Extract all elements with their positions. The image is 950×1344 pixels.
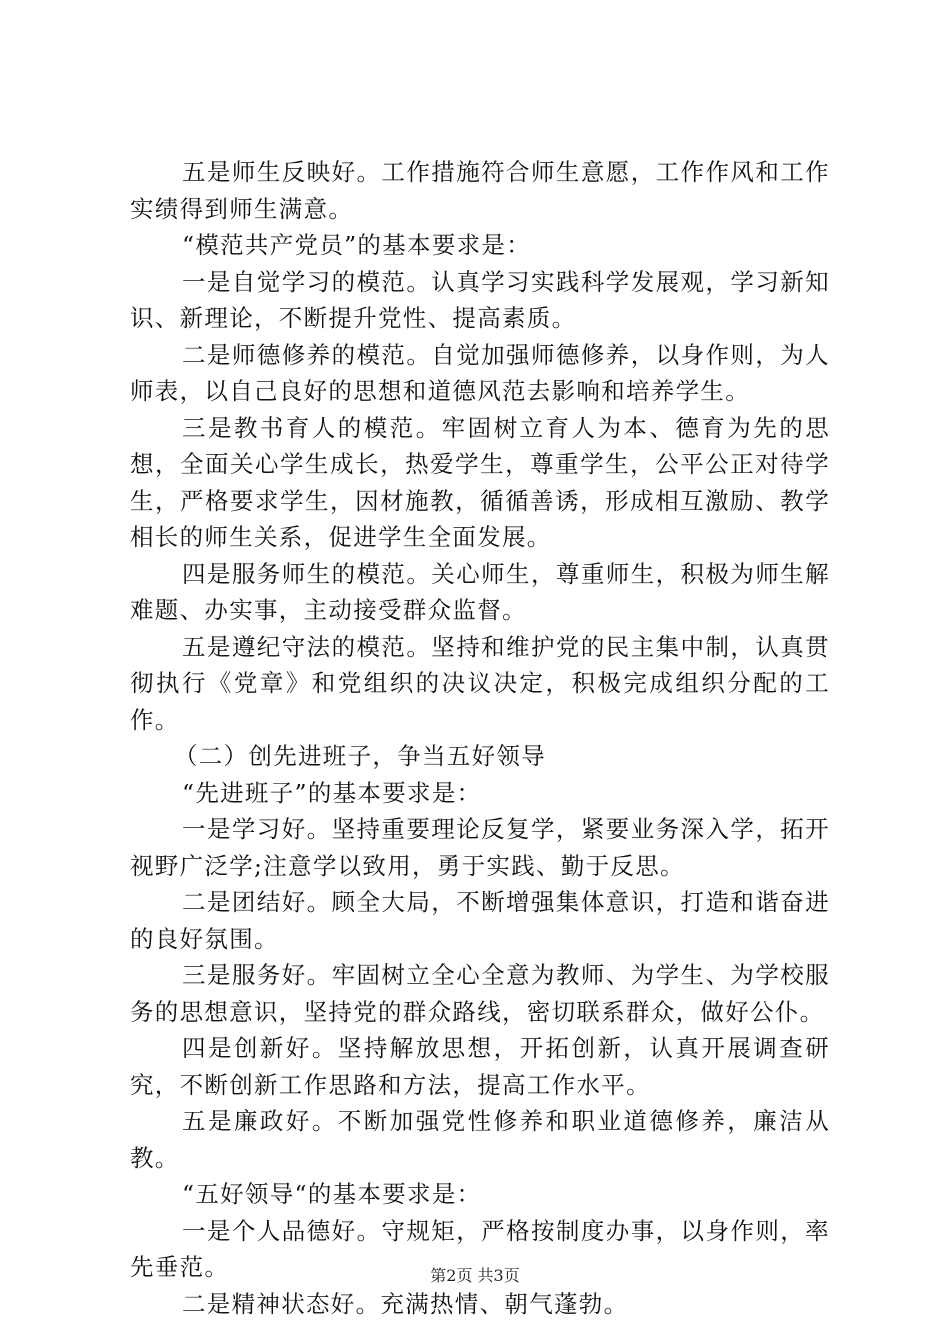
page-number-footer: 第2页 共3页 <box>430 1266 520 1285</box>
paragraph: 二是精神状态好。充满热情、朝气蓬勃。 <box>182 1289 629 1318</box>
paragraph: 一是自觉学习的模范。认真学习实践科学发展观，学习新知识、新理论，不断提升党性、提高素质。 <box>130 267 830 332</box>
document-body <box>130 154 830 1322</box>
paragraph: 五是师生反映好。工作措施符合师生意愿，工作作风和工作实绩得到师生满意。 <box>130 158 830 223</box>
paragraph: 一是个人品德好。守规矩，严格按制度办事，以身作则，率先垂范。 <box>130 1216 830 1281</box>
paragraph: 五是廉政好。不断加强党性修养和职业道德修养，廉洁从教。 <box>130 1107 830 1172</box>
paragraph: 二是团结好。顾全大局，不断增强集体意识，打造和谐奋进的良好氛围。 <box>130 888 830 953</box>
paragraph: 三是服务好。牢固树立全心全意为教师、为学生、为学校服务的思想意识，坚持党的群众路线，密切联系群众，做好公仆。 <box>130 961 830 1026</box>
paragraph: “五好领导“的基本要求是： <box>182 1180 482 1208</box>
paragraph: 三是教书育人的模范。牢固树立育人为本、德育为先的思想，全面关心学生成长，热爱学生，尊重学生，公平公正对待学生，严格要求学生，因材施教，循循善诱，形成相互激励、教学相长的师生关系，促进学生全面发展。 <box>130 413 830 551</box>
section-heading: （二）创先进班子，争当五好领导 <box>174 742 546 770</box>
paragraph: 四是服务师生的模范。关心师生，尊重师生，积极为师生解难题、办实事，主动接受群众监督。 <box>130 559 830 624</box>
paragraph: 四是创新好。坚持解放思想，开拓创新，认真开展调查研究，不断创新工作思路和方法，提高工作水平。 <box>130 1034 830 1099</box>
paragraph: 一是学习好。坚持重要理论反复学，紧要业务深入学，拓开视野广泛学;注意学以致用，勇于实践、勤于反思。 <box>130 815 830 880</box>
paragraph: 五是遵纪守法的模范。坚持和维护党的民主集中制，认真贯彻执行《党章》和党组织的决议决定，积极完成组织分配的工作。 <box>130 632 830 734</box>
paragraph: 二是师德修养的模范。自觉加强师德修养，以身作则，为人师表，以自己良好的思想和道德风范去影响和培养学生。 <box>130 340 830 405</box>
paragraph: “先进班子”的基本要求是： <box>182 778 482 807</box>
paragraph: “模范共产党员”的基本要求是： <box>182 231 532 259</box>
